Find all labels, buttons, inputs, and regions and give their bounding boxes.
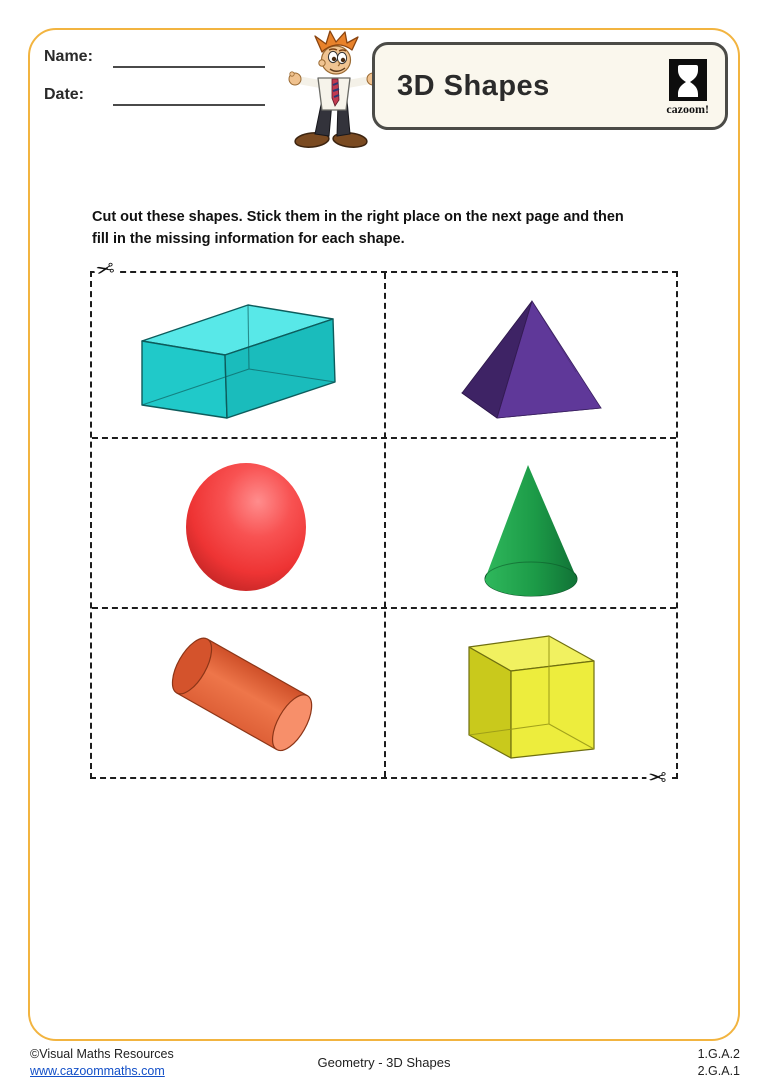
footer-website-link[interactable]: www.cazoommaths.com [30, 1063, 165, 1078]
standard-code-1: 1.G.A.2 [697, 1047, 740, 1061]
name-label: Name: [44, 48, 93, 65]
date-label: Date: [44, 86, 85, 103]
worksheet-title-box [372, 42, 728, 130]
instructions-line-2: fill in the missing information for each shape. [92, 231, 405, 248]
date-write-line [113, 104, 265, 106]
instructions-text [92, 206, 704, 251]
name-write-line [113, 66, 265, 68]
cazoom-logo [666, 59, 709, 117]
footer-copyright: ©Visual Maths Resources [30, 1047, 174, 1061]
cube-shape-image [386, 609, 679, 779]
scissors-icon: ✂ [647, 765, 666, 790]
pyramid-shape-image [386, 273, 679, 437]
cuboid-shape-image [92, 273, 385, 437]
mascot-character-illustration [284, 30, 384, 150]
page-title: 3D Shapes [397, 69, 550, 102]
scissors-icon: ✂ [93, 255, 117, 284]
standard-code-2: 2.G.A.1 [697, 1063, 740, 1078]
instructions-line-1: Cut out these shapes. Stick them in the right place on the next page and then [92, 209, 624, 225]
sphere-shape-image [92, 439, 385, 607]
cone-shape-image [386, 439, 679, 607]
footer-worksheet-label: Geometry - 3D Shapes [317, 1055, 451, 1070]
cazoom-logo-text: cazoom! [666, 102, 709, 116]
footer-standards-block [698, 1046, 740, 1080]
cut-out-grid [90, 255, 678, 790]
cylinder-shape-image [92, 609, 385, 779]
cazoom-logo-icon [669, 59, 707, 101]
